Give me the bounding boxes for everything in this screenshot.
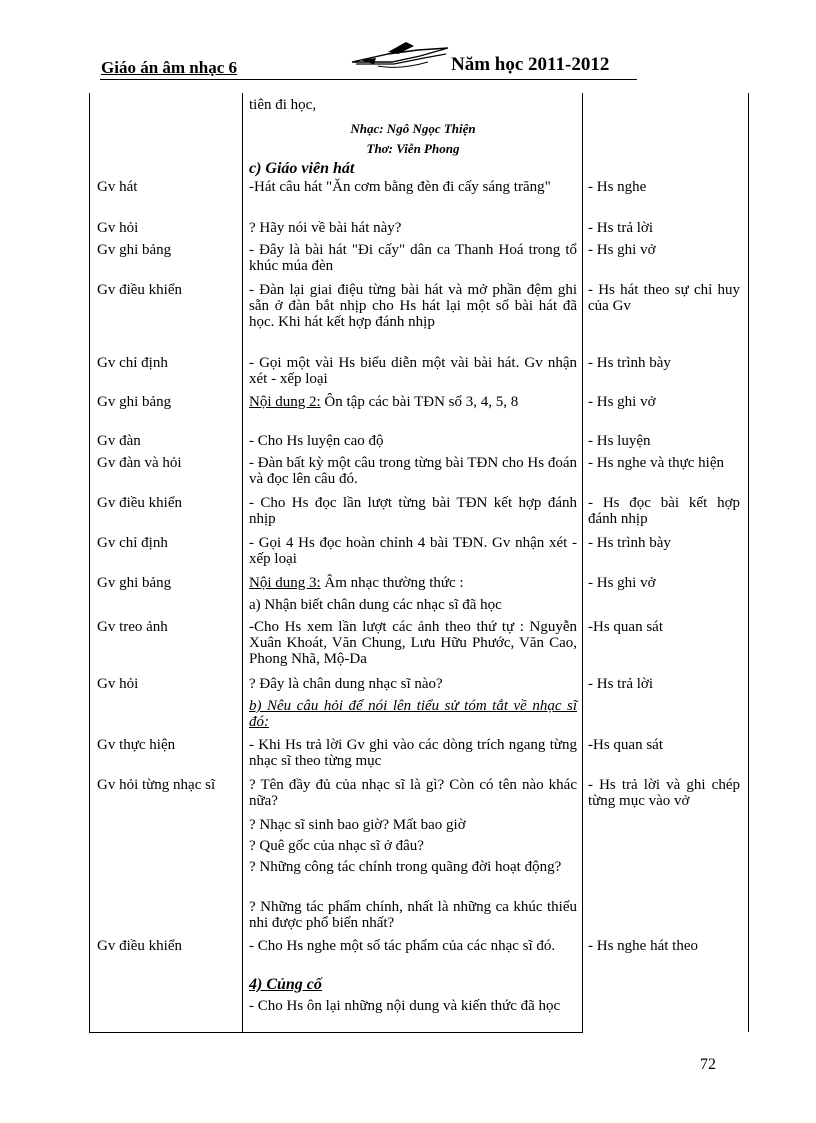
student-activity: -Hs quan sát xyxy=(588,737,663,753)
teacher-activity: Gv hỏi xyxy=(97,220,139,236)
teacher-activity: Gv điều khiển xyxy=(97,495,182,511)
content: -Cho Hs xem lần lượt các ảnh theo thứ tự : Nguyễn Xuân Khoát, Văn Chung, Lưu Hữu Phước, Văn Cao, Phong Nhã, Mộ-Da xyxy=(249,619,577,667)
content-label: Nội dung 3: xyxy=(249,575,321,591)
content: - Đàn bất kỳ một câu trong từng bài TĐN cho Hs đoán và đọc lên câu đó. xyxy=(249,455,577,487)
student-activity: - Hs trả lời xyxy=(588,676,654,692)
header-right-title: Năm học 2011-2012 xyxy=(451,54,610,75)
header-left-title: Giáo án âm nhạc 6 xyxy=(101,58,238,77)
student-activity: - Hs trả lời và ghi chép từng mục vào vở xyxy=(588,777,740,809)
content: - Cho Hs luyện cao độ xyxy=(249,433,384,449)
teacher-activity: Gv chỉ định xyxy=(97,535,168,551)
student-activity: - Hs nghe xyxy=(588,179,647,195)
table-border-bottom xyxy=(89,1032,583,1033)
header-divider xyxy=(100,79,637,80)
student-activity: - Hs nghe hát theo xyxy=(588,938,698,954)
content: - Cho Hs nghe một số tác phẩm của các nhạc sĩ đó. xyxy=(249,938,556,954)
content: - Khi Hs trả lời Gv ghi vào các dòng trích ngang từng nhạc sĩ theo từng mục xyxy=(249,737,577,769)
student-activity: - Hs ghi vở xyxy=(588,394,656,410)
content: - Gọi 4 Hs đọc hoàn chỉnh 4 bài TĐN. Gv nhận xét - xếp loại xyxy=(249,535,577,567)
content: - Cho Hs đọc lần lượt từng bài TĐN kết hợp đánh nhịp xyxy=(249,495,577,527)
teacher-activity: Gv điều khiển xyxy=(97,282,182,298)
content: a) Nhận biết chân dung các nhạc sĩ đã học xyxy=(249,597,502,613)
content: - Đây là bài hát "Đi cấy" dân ca Thanh Hoá trong tổ khúc múa đèn xyxy=(249,242,577,274)
content: ? Quê gốc của nhạc sĩ ở đâu? xyxy=(249,838,424,854)
lesson-table xyxy=(89,93,748,1032)
student-activity: - Hs trả lời xyxy=(588,220,654,236)
teacher-activity: Gv đàn và hỏi xyxy=(97,455,182,471)
content: ? Nhạc sĩ sinh bao giờ? Mất bao giờ xyxy=(249,817,466,833)
teacher-activity: Gv thực hiện xyxy=(97,737,176,753)
content-label: Nội dung 2: xyxy=(249,394,321,410)
teacher-activity: Gv chỉ định xyxy=(97,355,168,371)
section-heading: 4) Củng cố xyxy=(249,976,322,993)
student-activity: - Hs ghi vở xyxy=(588,575,656,591)
intro-line: tiên đi học, xyxy=(249,97,317,113)
lyrics-credit: Thơ: Viễn Phong xyxy=(366,141,460,156)
student-activity: - Hs nghe và thực hiện xyxy=(588,455,725,471)
teacher-activity: Gv hát xyxy=(97,179,138,195)
content-subheading: b) Nêu câu hỏi để nói lên tiểu sử tóm tắt về nhạc sĩ đó: xyxy=(249,698,577,730)
content-text: Ôn tập các bài TĐN số 3, 4, 5, 8 xyxy=(320,394,519,410)
content: -Hát câu hát "Ăn cơm bằng đèn đi cấy sáng trăng" xyxy=(249,179,551,195)
teacher-activity: Gv điều khiển xyxy=(97,938,182,954)
content: - Cho Hs ôn lại những nội dung và kiến thức đã học xyxy=(249,998,561,1014)
teacher-activity: Gv treo ảnh xyxy=(97,619,168,635)
table-border-col3 xyxy=(582,93,583,1032)
content: ? Tên đầy đủ của nhạc sĩ là gì? Còn có tên nào khác nữa? xyxy=(249,777,577,809)
student-activity: - Hs đọc bài kết hợp đánh nhịp xyxy=(588,495,740,527)
teacher-activity: Gv hỏi từng nhạc sĩ xyxy=(97,777,216,793)
student-activity: - Hs hát theo sự chỉ huy của Gv xyxy=(588,282,740,314)
student-activity: -Hs quan sát xyxy=(588,619,663,635)
music-credit: Nhạc: Ngô Ngọc Thiện xyxy=(350,121,476,136)
content: ? Những tác phẩm chính, nhất là những ca khúc thiếu nhi được phổ biến nhất? xyxy=(249,899,577,931)
student-activity: - Hs trình bày xyxy=(588,535,671,551)
content: - Đàn lại giai điệu từng bài hát và mở phần đệm ghi sẵn ở đàn bắt nhịp cho Hs hát lại một số bài hát đã học. Khi hát kết hợp đánh nhịp xyxy=(249,282,577,330)
content: ? Hãy nói về bài hát này? xyxy=(249,220,402,236)
student-activity: - Hs trình bày xyxy=(588,355,671,371)
page-number: 72 xyxy=(700,1056,716,1073)
table-border-left xyxy=(89,93,90,1032)
pen-book-logo-icon xyxy=(348,40,452,72)
content-text: Âm nhạc thường thức : xyxy=(320,575,464,591)
teacher-activity: Gv ghi bảng xyxy=(97,575,172,591)
student-activity: - Hs luyện xyxy=(588,433,651,449)
student-activity: - Hs ghi vở xyxy=(588,242,656,258)
content xyxy=(249,575,577,591)
teacher-activity: Gv hỏi xyxy=(97,676,139,692)
content xyxy=(249,394,577,410)
table-border-right xyxy=(748,93,749,1032)
teacher-activity: Gv đàn xyxy=(97,433,141,449)
content: ? Đây là chân dung nhạc sĩ nào? xyxy=(249,676,443,692)
section-c-heading: c) Giáo viên hát xyxy=(249,160,355,177)
content: ? Những công tác chính trong quãng đời hoạt động? xyxy=(249,859,562,875)
teacher-activity: Gv ghi bảng xyxy=(97,394,172,410)
content: - Gọi một vài Hs biểu diễn một vài bài hát. Gv nhận xét - xếp loại xyxy=(249,355,577,387)
teacher-activity: Gv ghi bảng xyxy=(97,242,172,258)
